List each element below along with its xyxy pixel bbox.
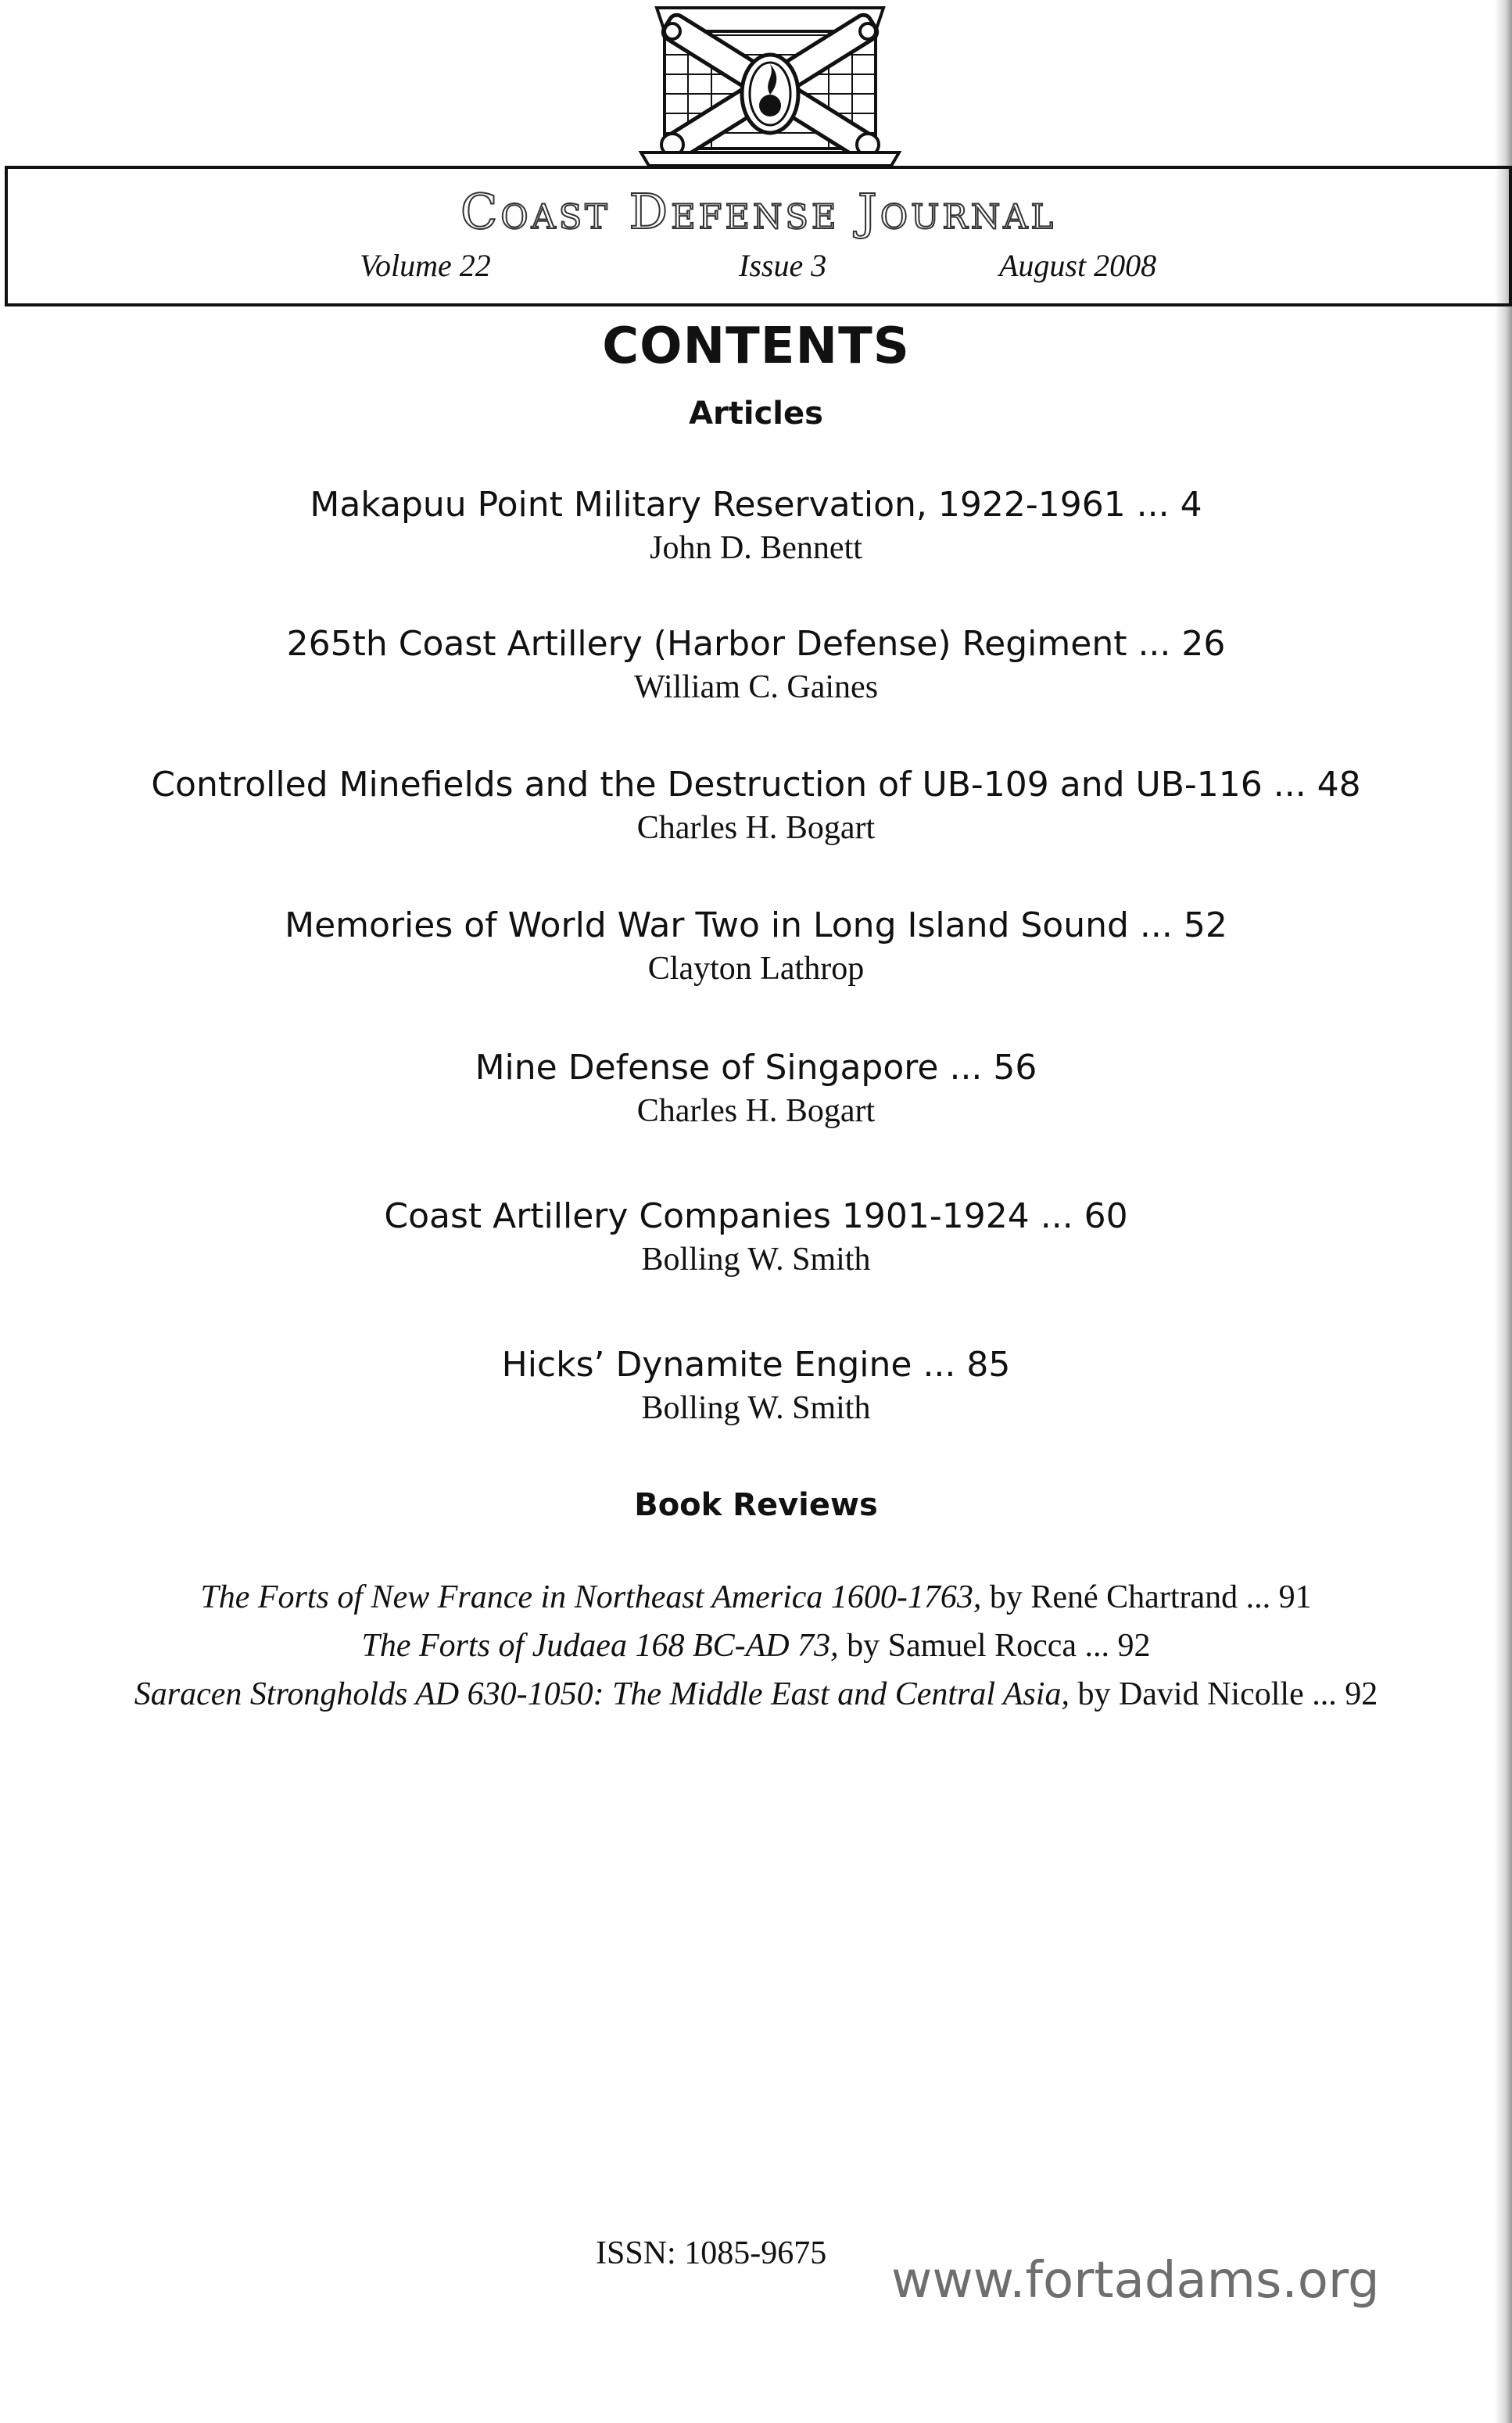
book-reviews-heading: Book Reviews — [634, 1487, 878, 1523]
masthead — [5, 166, 1512, 306]
article-entry — [0, 1195, 1512, 1281]
article-author: John D. Bennett — [650, 530, 862, 566]
volume-label: Volume 22 — [360, 248, 491, 283]
review-book-title: Saracen Strongholds AD 630-1050: The Middle East and Central Asia, — [134, 1676, 1070, 1712]
article-author: William C. Gaines — [633, 669, 879, 705]
article-author: Bolling W. Smith — [641, 1390, 871, 1426]
book-review-entry — [0, 1622, 1512, 1670]
book-review-entry — [0, 1573, 1512, 1622]
article-title: Makapuu Point Military Reservation, 1922-1961 ... 4 — [310, 485, 1202, 525]
review-book-title: The Forts of Judaea 168 BC-AD 73, — [361, 1628, 839, 1664]
journal-title: Coast Defense Journal — [460, 183, 1057, 240]
article-title: Memories of World War Two in Long Island Sound ... 52 — [285, 905, 1227, 945]
article-title: Hicks’ Dynamite Engine ... 85 — [501, 1345, 1011, 1385]
article-author: Charles H. Bogart — [636, 1093, 876, 1129]
review-byline: by René Chartrand ... 91 — [981, 1579, 1312, 1615]
article-entry — [0, 483, 1512, 569]
articles-heading: Articles — [689, 396, 823, 432]
book-review-entry — [0, 1670, 1512, 1719]
review-byline: by David Nicolle ... 92 — [1069, 1676, 1378, 1712]
coast-artillery-emblem-icon — [625, 0, 915, 168]
website-watermark: www.fortadams.org — [891, 2252, 1380, 2310]
article-title: 265th Coast Artillery (Harbor Defense) Regiment ... 26 — [286, 624, 1226, 664]
article-title: Coast Artillery Companies 1901-1924 ... 60 — [384, 1196, 1128, 1236]
review-byline: by Samuel Rocca ... 92 — [838, 1628, 1151, 1664]
article-entry — [0, 904, 1512, 990]
issue-label: Issue 3 — [739, 248, 827, 283]
article-author: Bolling W. Smith — [641, 1242, 871, 1278]
article-author: Charles H. Bogart — [636, 810, 876, 846]
date-label: August 2008 — [999, 248, 1157, 283]
article-entry — [0, 1343, 1512, 1429]
article-entry — [0, 622, 1512, 708]
review-book-title: The Forts of New France in Northeast America 1600-1763, — [200, 1579, 982, 1615]
article-title: Mine Defense of Singapore ... 56 — [475, 1048, 1037, 1088]
article-author: Clayton Lathrop — [647, 951, 865, 987]
article-title: Controlled Minefields and the Destruction of UB-109 and UB-116 ... 48 — [151, 765, 1361, 805]
article-entry — [0, 1046, 1512, 1132]
contents-heading: CONTENTS — [602, 317, 910, 375]
book-reviews-list — [0, 1573, 1512, 1719]
article-entry — [0, 763, 1512, 849]
issn-number: ISSN: 1085-9675 — [596, 2235, 827, 2271]
